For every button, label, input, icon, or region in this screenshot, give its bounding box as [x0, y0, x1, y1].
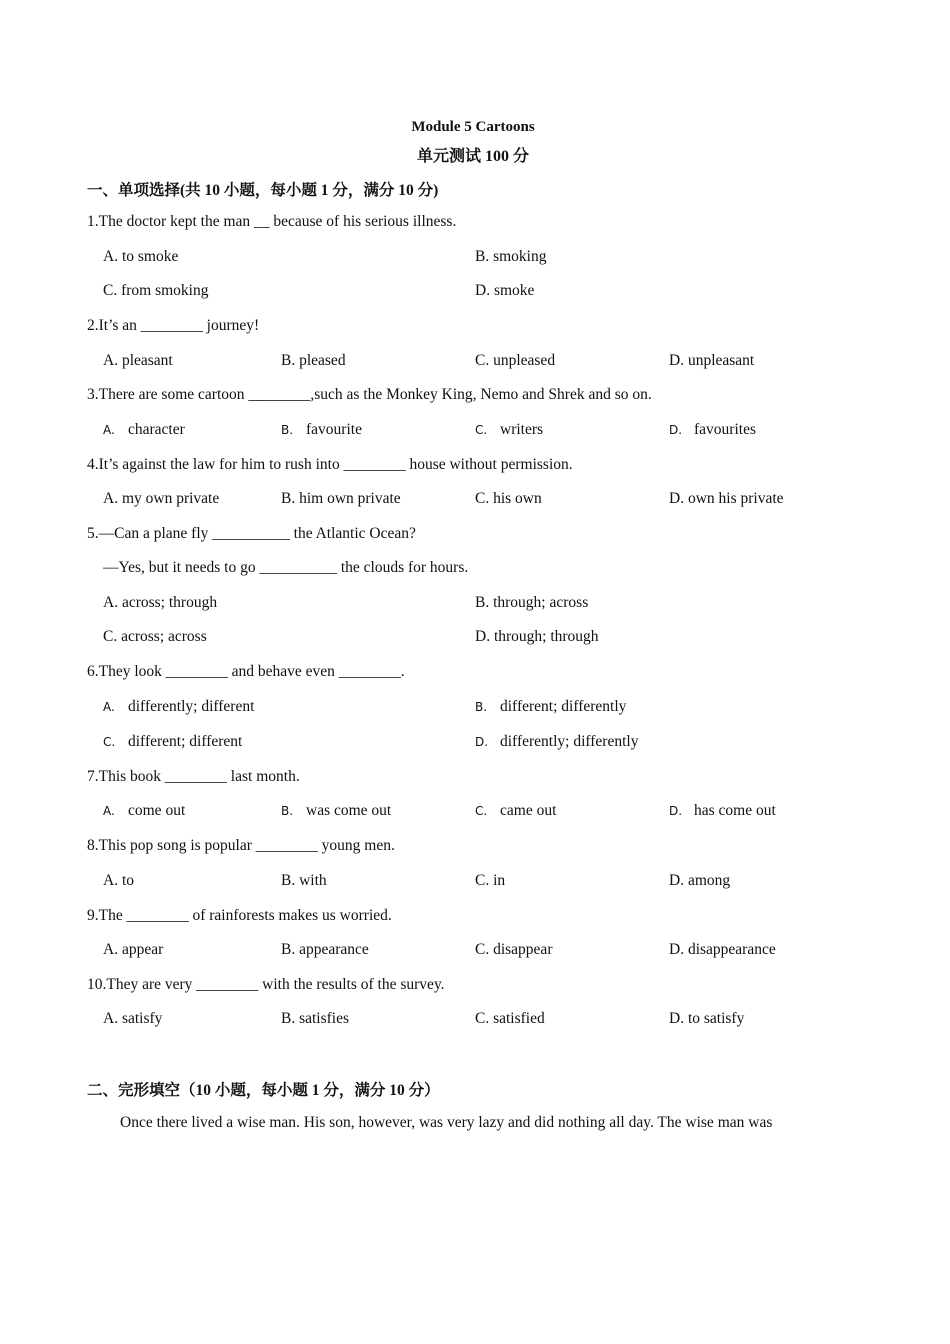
question-stem: 8.This pop song is popular ________ young men.: [87, 837, 395, 854]
question-stem: 10.They are very ________ with the results of the survey.: [87, 976, 445, 993]
option-c: [103, 733, 242, 751]
option-b: B. smoking: [475, 248, 547, 265]
option-d: [475, 733, 638, 751]
option-letter: D.: [669, 423, 683, 437]
option-text: different; differently: [500, 698, 627, 715]
option-letter: D.: [669, 804, 683, 818]
module-title: Module 5 Cartoons: [411, 119, 535, 135]
option-letter: C.: [475, 804, 488, 818]
option-a: A. appear: [103, 941, 164, 958]
option-c: C. in: [475, 872, 506, 889]
option-text: favourites: [694, 421, 756, 438]
option-c: [475, 421, 543, 439]
option-text: favourite: [306, 421, 362, 438]
option-b: B. him own private: [281, 490, 401, 507]
option-text: character: [128, 421, 185, 438]
option-a: A. to: [103, 872, 134, 889]
option-d: D. among: [669, 872, 731, 889]
option-b: [281, 421, 362, 439]
option-c: C. his own: [475, 490, 542, 507]
option-b: B. with: [281, 872, 327, 889]
option-c: [475, 802, 556, 820]
option-d: [669, 421, 756, 439]
option-text: different; different: [128, 733, 243, 750]
option-letter: A.: [103, 700, 115, 714]
question-stem: 4.It’s against the law for him to rush into ________ house without permission.: [87, 456, 573, 473]
option-b: B. pleased: [281, 352, 346, 369]
option-d: D. unpleasant: [669, 352, 755, 369]
option-text: has come out: [694, 802, 776, 819]
option-c: C. from smoking: [103, 282, 209, 299]
option-a: A. across; through: [103, 594, 218, 611]
option-letter: D.: [475, 735, 489, 749]
option-d: D. own his private: [669, 490, 784, 507]
question-stem: 9.The ________ of rainforests makes us worried.: [87, 907, 392, 924]
option-a: A. pleasant: [103, 352, 173, 369]
option-d: D. disappearance: [669, 941, 776, 958]
option-c: C. across; across: [103, 628, 207, 645]
question-stem: 3.There are some cartoon ________,such as the Monkey King, Nemo and Shrek and so on.: [87, 386, 652, 403]
option-b: [475, 698, 626, 716]
option-text: differently; different: [128, 698, 255, 715]
option-text: differently; differently: [500, 733, 639, 750]
question-stem: 7.This book ________ last month.: [87, 768, 300, 785]
section-heading-cloze: 二、完形填空（10 小题，每小题 1 分，满分 10 分）: [87, 1082, 440, 1099]
section-heading-multiple-choice: 一、单项选择(共 10 小题，每小题 1 分，满分 10 分): [87, 182, 439, 199]
option-d: D. through; through: [475, 628, 599, 645]
option-d: [669, 802, 776, 820]
option-letter: A.: [103, 423, 115, 437]
question-stem: 1.The doctor kept the man __ because of his serious illness.: [87, 213, 457, 230]
option-b: [281, 802, 391, 820]
test-subtitle: 单元测试 100 分: [416, 148, 529, 165]
option-d: D. to satisfy: [669, 1010, 745, 1027]
option-letter: B.: [281, 804, 294, 818]
option-text: writers: [500, 421, 544, 438]
option-b: B. satisfies: [281, 1010, 350, 1027]
question-stem: 5.—Can a plane fly __________ the Atlantic Ocean?: [87, 525, 416, 542]
option-b: B. appearance: [281, 941, 369, 958]
option-c: C. unpleased: [475, 352, 556, 369]
option-c: C. satisfied: [475, 1010, 545, 1027]
option-letter: C.: [475, 423, 488, 437]
option-text: was come out: [306, 802, 392, 819]
cloze-passage-line: Once there lived a wise man. His son, however, was very lazy and did nothing all day. The wise man was: [120, 1114, 773, 1131]
option-text: came out: [500, 802, 557, 819]
question-stem: 6.They look ________ and behave even ________.: [87, 663, 405, 680]
question-stem-continued: —Yes, but it needs to go __________ the clouds for hours.: [103, 559, 469, 576]
question-stem: 2.It’s an ________ journey!: [87, 317, 260, 334]
option-a: [103, 698, 254, 716]
option-a: A. my own private: [103, 490, 220, 507]
option-letter: A.: [103, 804, 115, 818]
option-letter: B.: [281, 423, 294, 437]
option-a: A. satisfy: [103, 1010, 163, 1027]
option-letter: B.: [475, 700, 488, 714]
option-text: come out: [128, 802, 186, 819]
option-a: [103, 802, 185, 820]
option-a: [103, 421, 185, 439]
option-letter: C.: [103, 735, 116, 749]
option-d: D. smoke: [475, 282, 535, 299]
option-a: A. to smoke: [103, 248, 179, 265]
option-b: B. through; across: [475, 594, 589, 611]
option-c: C. disappear: [475, 941, 553, 958]
